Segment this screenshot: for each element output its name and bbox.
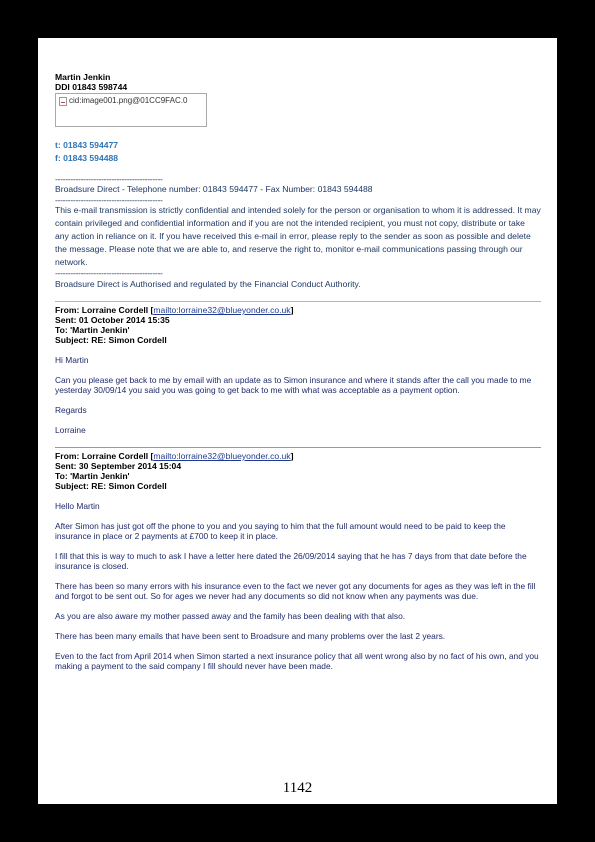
from-label: From:	[55, 451, 80, 461]
email-body	[55, 501, 541, 671]
document-page	[38, 38, 557, 804]
body-paragraph: There has been many emails that have been sent to Broadsure and many problems over the last 2 years.	[55, 631, 446, 641]
to-row	[55, 471, 541, 481]
to-recipient: 'Martin Jenkin'	[70, 471, 130, 481]
to-label: To:	[55, 471, 68, 481]
email-header	[55, 305, 541, 345]
broken-image-icon	[59, 97, 67, 106]
to-label: To:	[55, 325, 68, 335]
sender-email-link[interactable]: mailto:lorraine32@blueyonder.co.uk	[153, 305, 291, 315]
dashed-separator: ------------------------------------------	[55, 195, 163, 205]
from-label: From:	[55, 305, 80, 315]
authorisation-notice: Broadsure Direct is Authorised and regulated by the Financial Conduct Authority.	[55, 279, 361, 289]
to-row	[55, 325, 541, 335]
body-paragraph: Can you please get back to me by email with an update as to Simon insurance and where it stands after the call you made to me yesterday 30/09/14 you said you was going to get back to me with what was acceptable as a payment option.	[55, 375, 532, 395]
from-close: ]	[290, 305, 294, 315]
subject-label: Subject:	[55, 335, 89, 345]
disclaimer-block	[55, 175, 541, 291]
to-recipient: 'Martin Jenkin'	[70, 325, 130, 335]
signature-block	[55, 72, 541, 165]
body-paragraph: There has been so many errors with his insurance even to the fact we never got any documents for ages as they was left in the fill and forgot to be sent out. So for ages we never had any documents so did not know when any payments was due.	[55, 581, 536, 601]
from-name: Lorraine Cordell [	[81, 451, 154, 461]
subject-row	[55, 335, 541, 345]
sender-name: Martin Jenkin	[55, 72, 111, 82]
company-contact-line: Broadsure Direct - Telephone number: 01843 594477 - Fax Number: 01843 594488	[55, 184, 373, 194]
from-name: Lorraine Cordell [	[81, 305, 154, 315]
from-close: ]	[290, 451, 294, 461]
sender-email-link[interactable]: mailto:lorraine32@blueyonder.co.uk	[153, 451, 291, 461]
broken-image-placeholder	[55, 93, 207, 127]
sent-label: Sent:	[55, 461, 77, 471]
sent-date: 01 October 2014 15:35	[78, 315, 170, 325]
greeting: Hello Martin	[55, 501, 100, 511]
sent-date: 30 September 2014 15:04	[78, 461, 182, 471]
body-paragraph: I fill that this is way to much to ask I have a letter here dated the 26/09/2014 saying that he has 7 days from that date before the insurance is closed.	[55, 551, 527, 571]
email-message-1	[55, 305, 541, 435]
dashed-separator: ------------------------------------------	[55, 174, 163, 184]
fax-line: f: 01843 594488	[55, 153, 119, 163]
subject-text: RE: Simon Cordell	[91, 481, 167, 491]
sent-label: Sent:	[55, 315, 77, 325]
sent-row	[55, 315, 541, 325]
subject-text: RE: Simon Cordell	[91, 335, 167, 345]
from-row	[55, 451, 541, 461]
body-paragraph: As you are also aware my mother passed away and the family has been dealing with that also.	[55, 611, 406, 621]
signoff: Lorraine	[55, 425, 86, 435]
greeting: Hi Martin	[55, 355, 89, 365]
body-paragraph: Even to the fact from April 2014 when Simon started a next insurance policy that all went wrong also by no fact of his own, and you making a payment to the said company I fill should never have been made.	[55, 651, 539, 671]
subject-label: Subject:	[55, 481, 89, 491]
email-content	[55, 72, 541, 671]
email-header	[55, 451, 541, 491]
sent-row	[55, 461, 541, 471]
telephone-line: t: 01843 594477	[55, 140, 119, 150]
dashed-separator: ------------------------------------------	[55, 268, 163, 278]
email-message-2	[55, 451, 541, 671]
image-alt-text: cid:image001.png@01CC9FAC.0	[69, 96, 188, 105]
confidentiality-notice: This e-mail transmission is strictly confidential and intended solely for the person or organisation to whom it is addressed. It may contain privileged and confidential information and if you are not the intended recipient, you must not copy, distribute or take any action in reliance on it. If you have received this e-mail in error, please reply to the sender as soon as possible and delete the message. Please note that we are able to, and reserve the right to, monitor e-mail communications passing through our network.	[55, 205, 541, 267]
from-row	[55, 305, 541, 315]
sender-ddi: DDI 01843 598744	[55, 82, 128, 92]
email-body	[55, 355, 541, 435]
body-paragraph: After Simon has just got off the phone to you and you saying to him that the full amount would need to be paid to keep the insurance in place or 2 payments at £700 to keep it in place.	[55, 521, 506, 541]
regards: Regards	[55, 405, 87, 415]
page-number: 1142	[282, 780, 313, 796]
subject-row	[55, 481, 541, 491]
